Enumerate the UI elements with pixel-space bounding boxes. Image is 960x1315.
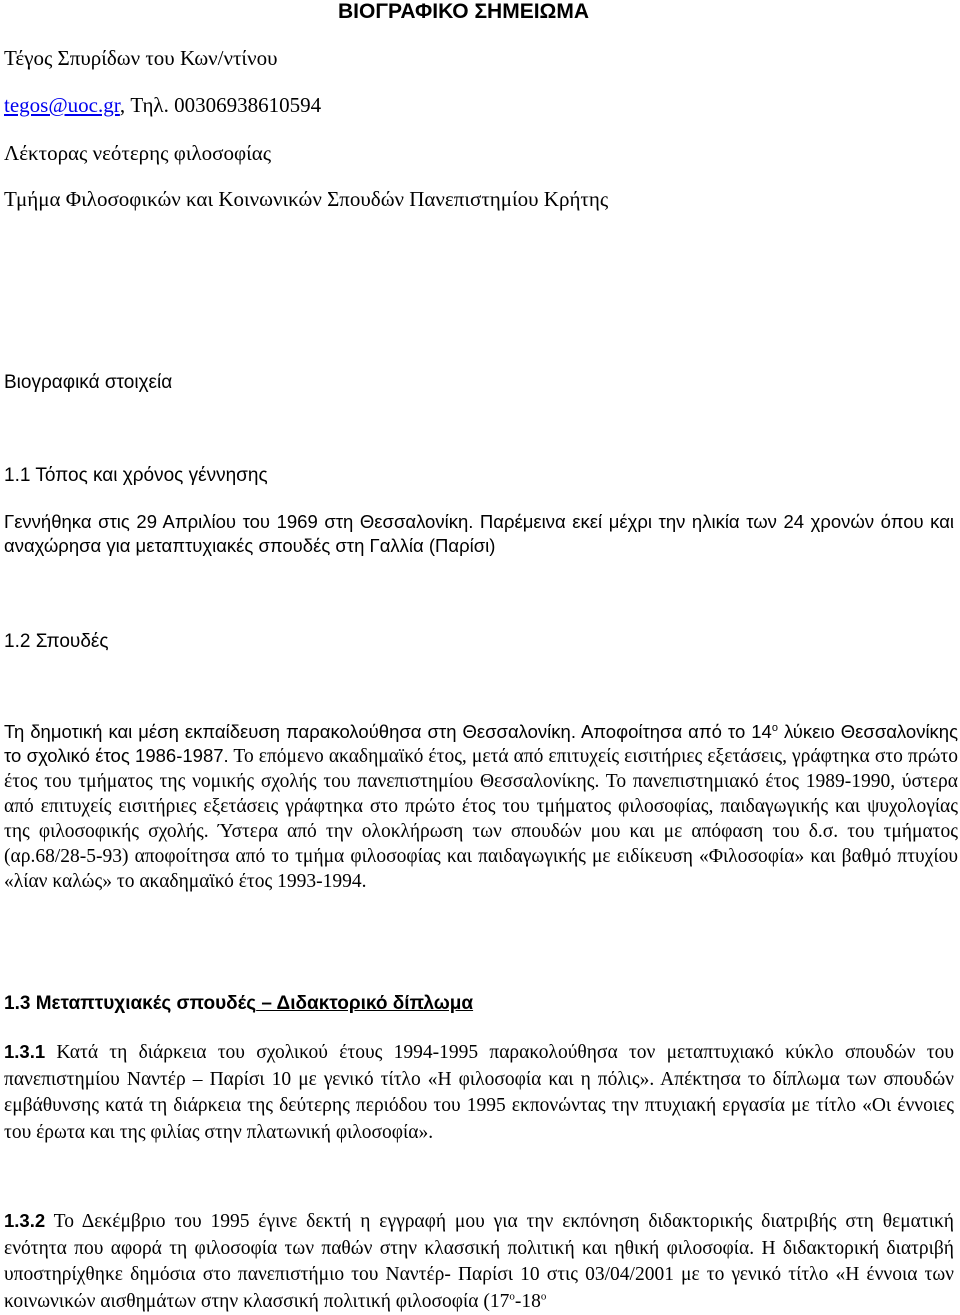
phone-text: , Τηλ. 00306938610594 [119, 93, 322, 117]
bio-heading: Βιογραφικά στοιχεία [4, 372, 173, 393]
document-title: ΒΙΟΓΡΑΦΙΚΟ ΣΗΜΕΙΩΜΑ [338, 0, 590, 23]
section-1-2-heading: 1.2 Σπουδές [4, 631, 109, 652]
position-title: Λέκτορας νεότερης φιλοσοφίας [4, 141, 272, 165]
section-1-3-heading [4, 992, 473, 1016]
s132-text-a: Το Δεκέμβριο του 1995 έγινε δεκτή η εγγραφή μου για την εκπόνηση διδακτορικής διατριβής στη θεματική ενότητα που αφορά τη φιλοσοφία των παθών στην κλασσική πολιτική και ηθική φιλοσοφία. Η διδακτορική διατριβή υποστηρίχθηκε δημόσια στο πανεπιστήμιο του Ναντέρ- Παρίσι 10 στις 03/04/2001 με το γενικό τίτλο «Η έννοια των κοινωνικών αισθημάτων στην κλασσική πολιτική φιλοσοφία (17 [4, 1211, 954, 1312]
s13-heading-b: – Διδακτορικό δίπλωμα [256, 993, 474, 1014]
contact-line [4, 93, 321, 117]
section-1-1-text: Γεννήθηκα στις 29 Απριλίου του 1969 στη Θεσσαλονίκη. Παρέμεινα εκεί μέχρι την ηλικία των 24 χρονών όπου και αναχώρησα για μεταπτυχιακές σπουδές στη Γαλλία (Παρίσι) [4, 511, 954, 556]
s132-dash: -18 [514, 1290, 541, 1312]
section-1-1-heading: 1.1 Τόπος και χρόνος γέννησης [4, 465, 268, 486]
s12-superscript: ο [771, 721, 778, 734]
s131-text: Κατά τη διάρκεια του σχολικού έτους 1994-1995 παρακολούθησα τον μεταπτυχιακό κύκλο σπουδών του πανεπιστημίου Ναντέρ – Παρίσι 10 με γενικό τίτλο «Η φιλοσοφία και η πόλις». Απέκτησα το δίπλωμα των σπουδών εμβάθυνσης κατά τη διάρκεια της δεύτερης περιόδου του 1995 εκπονώντας την πτυχιακή εργασία με τίτλο «Οι έννοιες του έρωτα και της φιλίας στην πλατωνική φιλοσοφία». [4, 1042, 954, 1143]
s13-heading-a: Μεταπτυχιακές σπουδές [30, 993, 257, 1014]
section-1-3-1-text [4, 1039, 954, 1146]
s131-num: 1.3.1 [4, 1041, 46, 1062]
s12-text-a: Τη δημοτική και μέση εκπαίδευση παρακολούθησα στη Θεσσαλονίκη. Αποφοίτησα από το 14 [4, 721, 772, 742]
s132-sup2: ο [540, 1290, 547, 1302]
email-link[interactable]: tegos@uoc.gr [4, 93, 120, 117]
author-name: Τέγος Σπυρίδων του Κων/ντίνου [4, 46, 278, 70]
department-name: Τμήμα Φιλοσοφικών και Κοινωνικών Σπουδών Πανεπιστημίου Κρήτης [4, 187, 609, 211]
section-1-2-text [4, 720, 958, 894]
s12-text-b: λύκειο Θεσσαλονίκης το σχολικό έτος 1986-1987. [4, 721, 959, 766]
section-1-3-2-text [4, 1208, 954, 1315]
s12-text-c: Το επόμενο ακαδημαϊκό έτος, μετά από επιτυχείς εισιτήριες εξετάσεις, γράφτηκα στο πρώτο έτος του τμήματος της νομικής σχολής του πανεπιστημίου Θεσσαλονίκης. Το πανεπιστημιακό έτος 1989-1990, ύστερα από επιτυχείς εισιτήριες εξετάσεις γράφτηκα στο πρώτο έτος του τμήματος φιλοσοφίας, παιδαγωγικής και ψυχολογίας της φιλοσοφικής σχολής. Ύστερα από την ολοκλήρωση των σπουδών μου και με απόφαση του δ.σ. του τμήματος (αρ.68/28-5-93) αποφοίτησα από το τμήμα φιλοσοφίας και παιδαγωγικής με ειδίκευση «Φιλοσοφία» και βαθμό πτυχίου «λίαν καλώς» το ακαδημαϊκό έτος 1993-1994. [4, 746, 958, 892]
s13-num: 1.3 [4, 993, 31, 1014]
s132-sup1: ο [509, 1290, 515, 1302]
s132-num: 1.3.2 [4, 1210, 46, 1231]
